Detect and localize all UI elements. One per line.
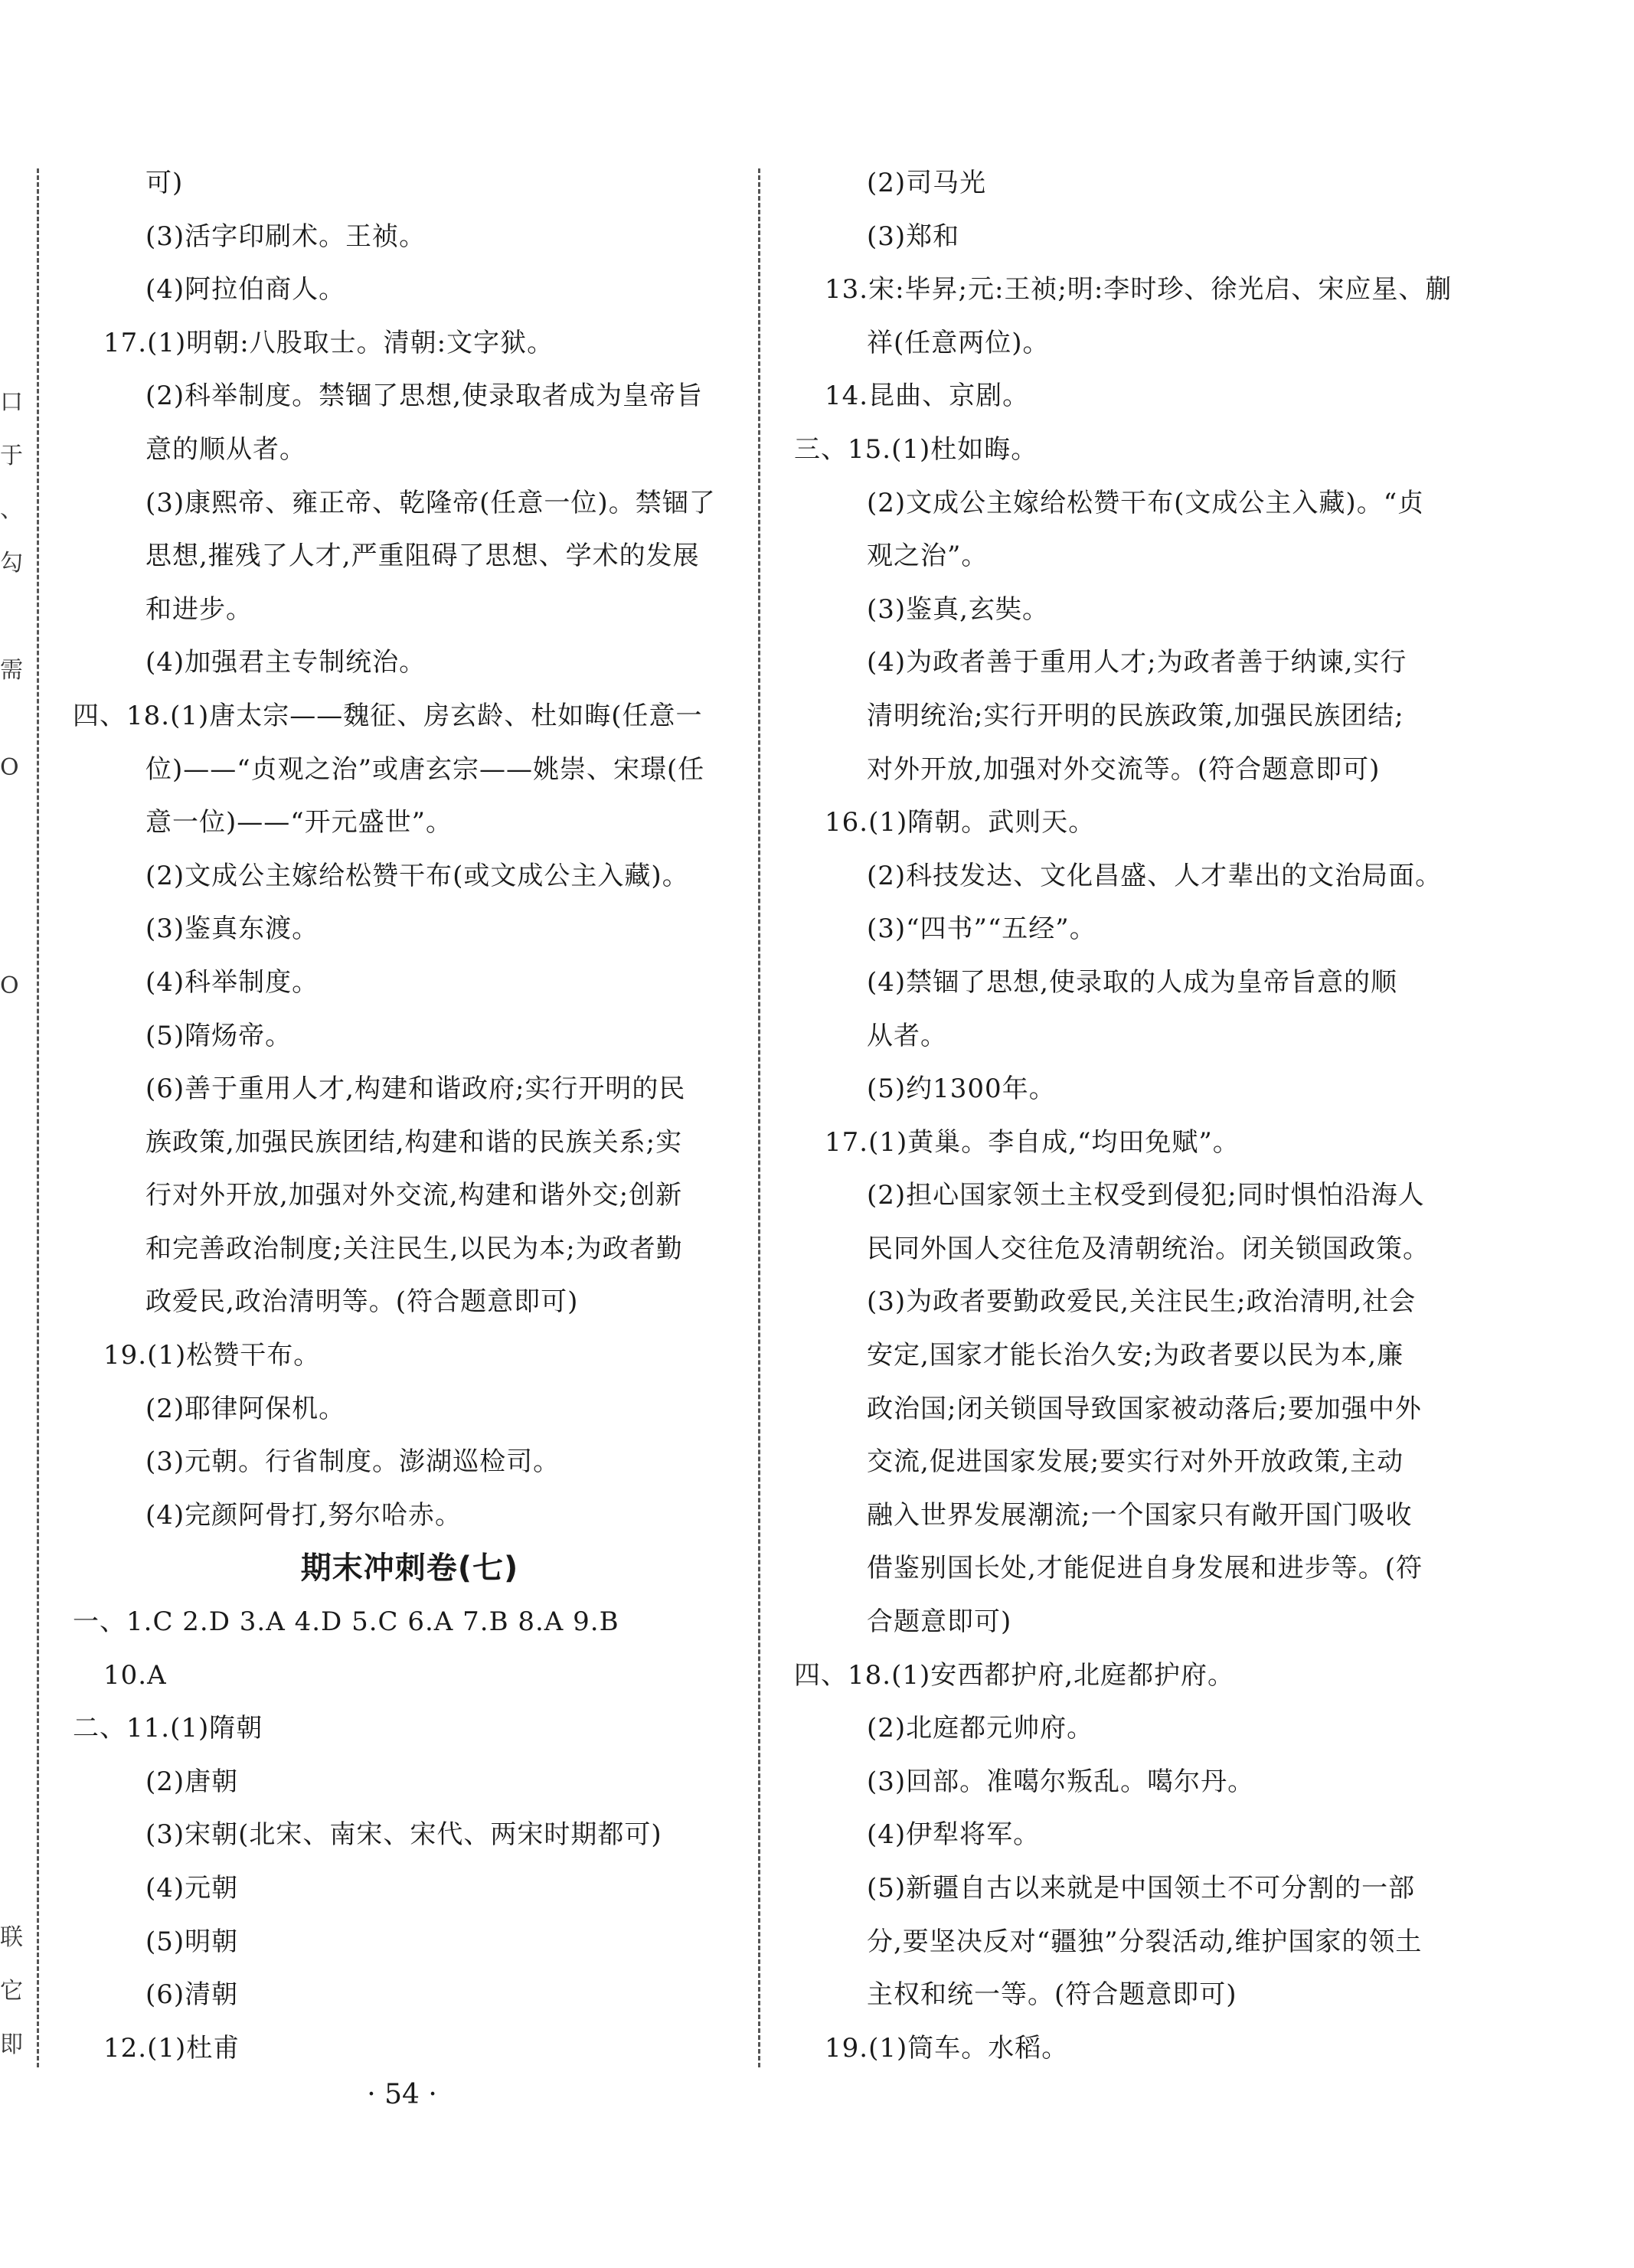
- answer-line: (4)伊犁将军。: [867, 1819, 1041, 1851]
- answer-line: (4)元朝: [145, 1873, 239, 1904]
- answer-line: 12.(1)杜甫: [103, 2032, 240, 2064]
- answer-line: 观之治”。: [867, 541, 989, 572]
- answer-line: (3)“四书”“五经”。: [867, 913, 1096, 945]
- answer-line: 和完善政治制度;关注民生,以民为本;为政者勤: [145, 1233, 683, 1264]
- answer-line: (4)阿拉伯商人。: [145, 274, 346, 306]
- answer-line: (3)郑和: [867, 221, 960, 252]
- answer-line: 对外开放,加强对外交流等。(符合题意即可): [867, 753, 1381, 785]
- answer-line: (2)司马光: [867, 168, 987, 198]
- answer-line: 一、1.C 2.D 3.A 4.D 5.C 6.A 7.B 8.A 9.B: [73, 1606, 619, 1638]
- answer-line: (2)担心国家领土主权受到侵犯;同时惧怕沿海人: [867, 1180, 1425, 1211]
- edge-char: O: [0, 972, 19, 999]
- answer-line: (2)科技发达、文化昌盛、人才辈出的文治局面。: [867, 860, 1443, 891]
- answer-line: 行对外开放,加强对外交流,构建和谐外交;创新: [145, 1180, 683, 1211]
- answer-line: 交流,促进国家发展;要实行对外开放政策,主动: [867, 1446, 1404, 1478]
- answer-line: (4)完颜阿骨打,努尔哈赤。: [145, 1499, 462, 1531]
- section-title: 期末冲刺卷(七): [300, 1551, 519, 1587]
- answer-line: 17.(1)黄巢。李自成,“均田免赋”。: [825, 1126, 1240, 1158]
- answer-line: 位)——“贞观之治”或唐玄宗——姚崇、宋璟(任: [145, 753, 705, 785]
- page-number: · 54 ·: [367, 2079, 437, 2110]
- answer-line: (6)善于重用人才,构建和谐政府;实行开明的民: [145, 1074, 686, 1105]
- answer-line: 祥(任意两位)。: [867, 327, 1050, 358]
- answer-line: 可): [145, 168, 184, 198]
- edge-char: 即: [0, 2031, 23, 2058]
- answer-line: 合题意即可): [867, 1606, 1012, 1638]
- answer-line: 融入世界发展潮流;一个国家只有敞开国门吸收: [867, 1499, 1413, 1531]
- answer-line: 二、11.(1)隋朝: [73, 1713, 263, 1744]
- answer-line: 19.(1)筒车。水稻。: [825, 2032, 1069, 2064]
- answer-line: 四、18.(1)唐太宗——魏征、房玄龄、杜如晦(任意一: [73, 700, 703, 731]
- answer-line: 三、15.(1)杜如晦。: [794, 433, 1038, 465]
- answer-line: (6)清朝: [145, 1979, 239, 2011]
- answer-line: 族政策,加强民族团结,构建和谐的民族关系;实: [145, 1126, 683, 1158]
- answer-line: 借鉴别国长处,才能促进自身发展和进步等。(符: [867, 1553, 1423, 1584]
- answer-line: (4)科举制度。: [145, 966, 319, 998]
- right-column: [794, 157, 1468, 2075]
- answer-line: (5)新疆自古以来就是中国领土不可分割的一部: [867, 1873, 1416, 1904]
- column-divider: [758, 168, 760, 2067]
- answer-line: (3)为政者要勤政爱民,关注民生;政治清明,社会: [867, 1286, 1417, 1318]
- answer-line: 17.(1)明朝:八股取士。清朝:文字狱。: [103, 327, 554, 358]
- answer-line: (2)文成公主嫁给松赞干布(文成公主入藏)。“贞: [867, 487, 1425, 518]
- answer-line: 意的顺从者。: [145, 433, 306, 465]
- answer-line: 19.(1)松赞干布。: [103, 1340, 321, 1371]
- edge-char: 勾: [0, 550, 23, 577]
- answer-line: 政爱民,政治清明等。(符合题意即可): [145, 1286, 579, 1318]
- answer-line: 16.(1)隋朝。武则天。: [825, 807, 1096, 838]
- answer-line: (3)康熙帝、雍正帝、乾隆帝(任意一位)。禁锢了: [145, 487, 716, 518]
- answer-line: 清明统治;实行开明的民族政策,加强民族团结;: [867, 700, 1404, 731]
- answer-line: 14.昆曲、京剧。: [825, 381, 1030, 412]
- answer-line: (2)文成公主嫁给松赞干布(或文成公主入藏)。: [145, 860, 689, 891]
- answer-line: (2)北庭都元帅府。: [867, 1713, 1094, 1744]
- answer-line: 分,要坚决反对“疆独”分裂活动,维护国家的领土: [867, 1926, 1423, 1957]
- answer-line: (5)约1300年。: [867, 1074, 1056, 1105]
- answer-line: (2)唐朝: [145, 1766, 239, 1797]
- edge-char: 需: [0, 657, 23, 684]
- answer-line: 安定,国家才能长治久安;为政者要以民为本,廉: [867, 1340, 1404, 1371]
- answer-line: (3)回部。准噶尔叛乱。噶尔丹。: [867, 1766, 1255, 1797]
- answer-line: (2)科举制度。禁锢了思想,使录取者成为皇帝旨: [145, 381, 703, 412]
- edge-char: O: [0, 754, 19, 781]
- edge-char: 、: [0, 496, 23, 523]
- answer-line: 思想,摧残了人才,严重阻碍了思想、学术的发展: [145, 541, 700, 572]
- answer-line: (5)隋炀帝。: [145, 1020, 292, 1051]
- answer-line: 从者。: [867, 1020, 947, 1051]
- answer-line: 四、18.(1)安西都护府,北庭都护府。: [794, 1659, 1235, 1691]
- answer-line: (3)元朝。行省制度。澎湖巡检司。: [145, 1446, 560, 1478]
- answer-line: (3)宋朝(北宋、南宋、宋代、两宋时期都可): [145, 1819, 662, 1851]
- answer-line: (3)活字印刷术。王祯。: [145, 221, 426, 252]
- left-margin-divider: [37, 168, 39, 2067]
- answer-line: (3)鉴真,玄奘。: [867, 593, 1049, 625]
- answer-line: 意一位)——“开元盛世”。: [145, 807, 453, 838]
- edge-char: 联: [0, 1924, 23, 1951]
- answer-line: (2)耶律阿保机。: [145, 1393, 346, 1424]
- answer-line: 13.宋:毕昇;元:王祯;明:李时珍、徐光启、宋应星、蒯: [825, 274, 1453, 306]
- left-column: [73, 157, 747, 2075]
- answer-line: (5)明朝: [145, 1926, 239, 1957]
- answer-line: 民同外国人交往危及清朝统治。闭关锁国政策。: [867, 1233, 1430, 1264]
- edge-char: 口: [0, 389, 23, 416]
- answer-line: 和进步。: [145, 593, 253, 625]
- answer-line: 10.A: [103, 1659, 167, 1691]
- answer-line: (3)鉴真东渡。: [145, 913, 319, 945]
- edge-char: 它: [0, 1978, 23, 2005]
- answer-line: 主权和统一等。(符合题意即可): [867, 1979, 1237, 2011]
- edge-char: 于: [0, 443, 23, 469]
- answer-line: 政治国;闭关锁国导致国家被动落后;要加强中外: [867, 1393, 1422, 1424]
- answer-line: (4)加强君主专制统治。: [145, 647, 426, 678]
- answer-line: (4)禁锢了思想,使录取的人成为皇帝旨意的顺: [867, 966, 1397, 998]
- answer-line: (4)为政者善于重用人才;为政者善于纳谏,实行: [867, 647, 1407, 678]
